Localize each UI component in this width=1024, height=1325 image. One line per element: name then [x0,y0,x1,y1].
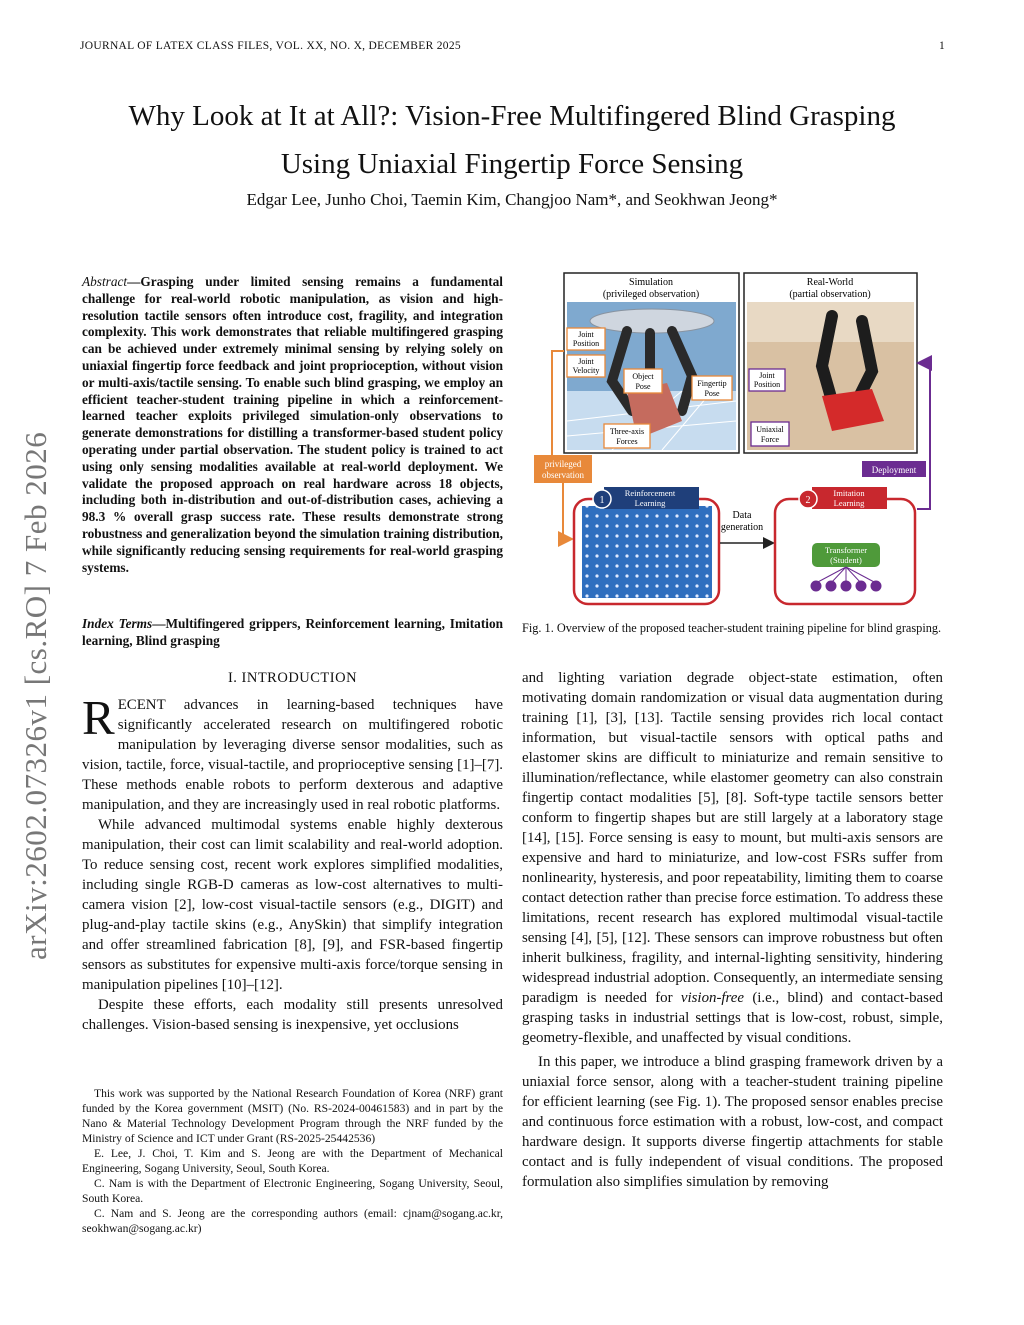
intro-paragraph-3: Despite these efforts, each modality still presents unresolved challenges. Vision-based sensing is inexpensive, yet occlusions [82,997,503,1033]
author-list: Edgar Lee, Junho Choi, Taemin Kim, Changjoo Nam*, and Seokhwan Jeong* [246,190,778,209]
index-terms-text: —Multifingered grippers, Reinforcement learning, Imitation learning, Blind grasping [82,616,503,648]
right-paragraph-1 [522,668,943,1048]
right-p1-tail: (i.e., blind) and contact-based grasping tasks in industrial settings that is low-cost, robust, simple, geometry-flexible, and unaffected by visual conditions. [522,990,943,1046]
label-joint-velocity [567,355,605,377]
title-line-2: Using Uniaxial Fingertip Force Sensing [280,148,744,180]
running-header [80,40,945,52]
sim-title: Simulation [629,277,673,288]
svg-text:privileged: privileged [544,459,582,469]
paper-title [60,92,964,188]
label-fingertip-pose [692,376,732,400]
abstract [82,274,503,576]
arxiv-id: arXiv:2602.07326v1 [cs.RO] 7 Feb 2026 [18,431,53,960]
svg-text:Three-axis: Three-axis [609,427,645,436]
intro-left-column [82,690,503,1035]
footnotes [82,1086,503,1236]
svg-text:(Student): (Student) [830,555,862,565]
data-generation-label: Data [732,510,752,521]
svg-text:Reinforcement: Reinforcement [624,488,676,498]
svg-text:generation: generation [720,522,764,533]
figure-1 [532,271,944,607]
index-terms [82,616,503,650]
svg-text:Pose: Pose [635,382,651,391]
page-number: 1 [938,40,945,52]
svg-text:Learning: Learning [833,498,865,508]
footnote-affiliation-1: E. Lee, J. Choi, T. Kim and S. Jeong are with the Department of Mechanical Engineering, Sogang University, Seoul, South Korea. [82,1147,503,1175]
label-uniaxial-force [751,422,789,446]
svg-text:Position: Position [572,339,600,348]
intro-paragraph-1 [82,690,503,815]
svg-text:Joint: Joint [578,330,594,339]
arxiv-stamp [18,431,58,1000]
label-object-pose [624,369,662,393]
footnote-corresponding: C. Nam and S. Jeong are the corresponding authors (email: cjnam@sogang.ac.kr, seokhwan@sogang.ac.kr) [82,1207,503,1235]
real-subtitle: (partial observation) [789,289,871,300]
section-heading: I. INTRODUCTION [227,670,358,686]
svg-text:Uniaxial: Uniaxial [756,425,784,434]
index-terms-label: Index Terms [82,616,153,631]
figure-caption: Fig. 1. Overview of the proposed teacher-student training pipeline for blind grasping. [522,621,942,635]
drop-cap: R [82,690,115,745]
journal-header: JOURNAL OF LATEX CLASS FILES, VOL. XX, NO. X, DECEMBER 2025 [80,40,461,52]
svg-text:Forces: Forces [616,437,638,446]
svg-text:Transformer: Transformer [824,545,868,555]
label-real-joint-position [749,369,785,391]
svg-text:Joint: Joint [578,357,594,366]
intro-right-column [522,668,943,1192]
svg-text:Object: Object [632,372,654,381]
real-title: Real-World [806,277,854,288]
svg-text:1: 1 [599,495,605,506]
abstract-label: Abstract [82,274,128,289]
intro-paragraph-2: While advanced multimodal systems enable highly dexterous manipulation, their cost can limit scalability and real-world adoption. To reduce sensing cost, recent work explores simplified modalities, including single RGB-D cameras as low-cost alternatives to multi-camera vision [2], low-cost visual-tactile sensors (e.g., DIGIT) and plug-and-play tactile skins (e.g., AnySkin) that simplify integration and offer streamlined fabrication [8], [9], and FSR-based fingertip sensors as substitutes for expensive multi-axis force/torque sensing in manipulation pipelines [10]–[12]. [82,817,503,993]
svg-text:Force: Force [760,435,780,444]
svg-text:Imitation: Imitation [833,488,865,498]
svg-text:Velocity: Velocity [572,366,600,375]
right-p1-text: and lighting variation degrade object-state estimation, often motivating domain randomization or visual data augmentation during training [1], [3], [13]. Tactile sensing provides rich local contact information, but visual-tactile sensors with optical paths and elastomer skins are difficult to miniaturize and remain sensitive to illumination/reflectance, while elastomer geometry can also constrain fingertip contact modalities [5], [8]. Soft-type tactile sensors better conform to fingertip shapes but are still largely at a laboratory stage [14], [15]. Force sensing is easy to mount, but multi-axis sensors are expensive and hard to miniaturize, and low-cost FSRs suffer from nonlinearity, hysteresis, and poor repeatability, limiting them to coarse contact detection rather than precise force estimation. To address these limitations, recent research has explored multimodal visual-tactile sensing [4], [5], [12]. These sensors can improve robustness but often inherit bulkiness, fragility, and internal-lighting sensitivity, hindering widespread industrial adoption. Consequently, an intermediate sensing paradigm is needed for [522,670,943,1006]
svg-text:observation: observation [542,470,584,480]
intro-p1-text: ECENT advances in learning-based techniques have significantly accelerated research on multifingered robotic manipulation by leveraging diverse sensor modalities, such as vision, tactile, force, visual-tactile, and proprioceptive sensing [1]–[7]. These methods enable robots to perform dexterous and adaptive manipulation, and they are increasingly used in real robotic platforms. [82,697,503,813]
svg-text:Pose: Pose [704,389,720,398]
svg-text:2: 2 [805,495,811,506]
svg-text:Learning: Learning [634,498,666,508]
label-three-axis-forces [604,424,650,448]
right-p1-emphasis: vision-free [680,990,745,1006]
svg-text:Deployment: Deployment [871,465,917,475]
svg-text:Position: Position [753,380,781,389]
footnote-affiliation-2: C. Nam is with the Department of Electronic Engineering, Sogang University, Seoul, South Korea. [82,1177,503,1205]
right-paragraph-2: In this paper, we introduce a blind grasping framework driven by a uniaxial force sensor, along with a teacher-student training pipeline for efficient learning (see Fig. 1). The proposed sensor enables precise and continuous force estimation with a robust, low-cost, and compact hardware design. It supports diverse fingertip attachments for stable contact and is fully independent of visual conditions. The proposed formulation also simplifies simulation by removing [522,1054,943,1190]
title-line-1: Why Look at It at All?: Vision-Free Multifingered Blind Grasping [128,100,896,132]
footnote-funding: This work was supported by the National Research Foundation of Korea (NRF) grant funded by the Korea government (MSIT) (No. RS-2024-00461583) and in part by the Nano & Material Technology Development Program through the NRF funded by the Ministry of Science and ICT under Grant (RS-2025-25442536) [82,1087,503,1145]
label-joint-position [567,328,605,350]
svg-text:Joint: Joint [759,371,775,380]
abstract-text: —Grasping under limited sensing remains a fundamental challenge for real-world robotic manipulation, as vision and high-resolution tactile sensors often introduce cost, fragility, and integration complexity. This work demonstrates that reliable multifingered grasping can be achieved under extremely minimal sensing by relying solely on uniaxial fingertip force feedback and joint proprioception, without vision or multi-axis/tactile sensing. To enable such blind grasping, we employ an efficient teacher-student training pipeline in which a reinforcement-learned teacher exploits privileged simulation-only observations to generate demonstrations for distilling a transformer-based student policy operating under partial observation. The student policy is trained to act using only sensing modalities available at real-world deployment. We validate the proposed approach on real hardware across 18 objects, including both in-distribution and out-of-distribution cases, achieving a 98.3 % overall grasp success rate. These results demonstrate strong robustness and generalization beyond the simulation training distribution, while significantly reducing sensing requirements for real-world grasping systems. [82,274,503,575]
sim-subtitle: (privileged observation) [602,289,700,300]
svg-text:Fingertip: Fingertip [697,379,727,388]
